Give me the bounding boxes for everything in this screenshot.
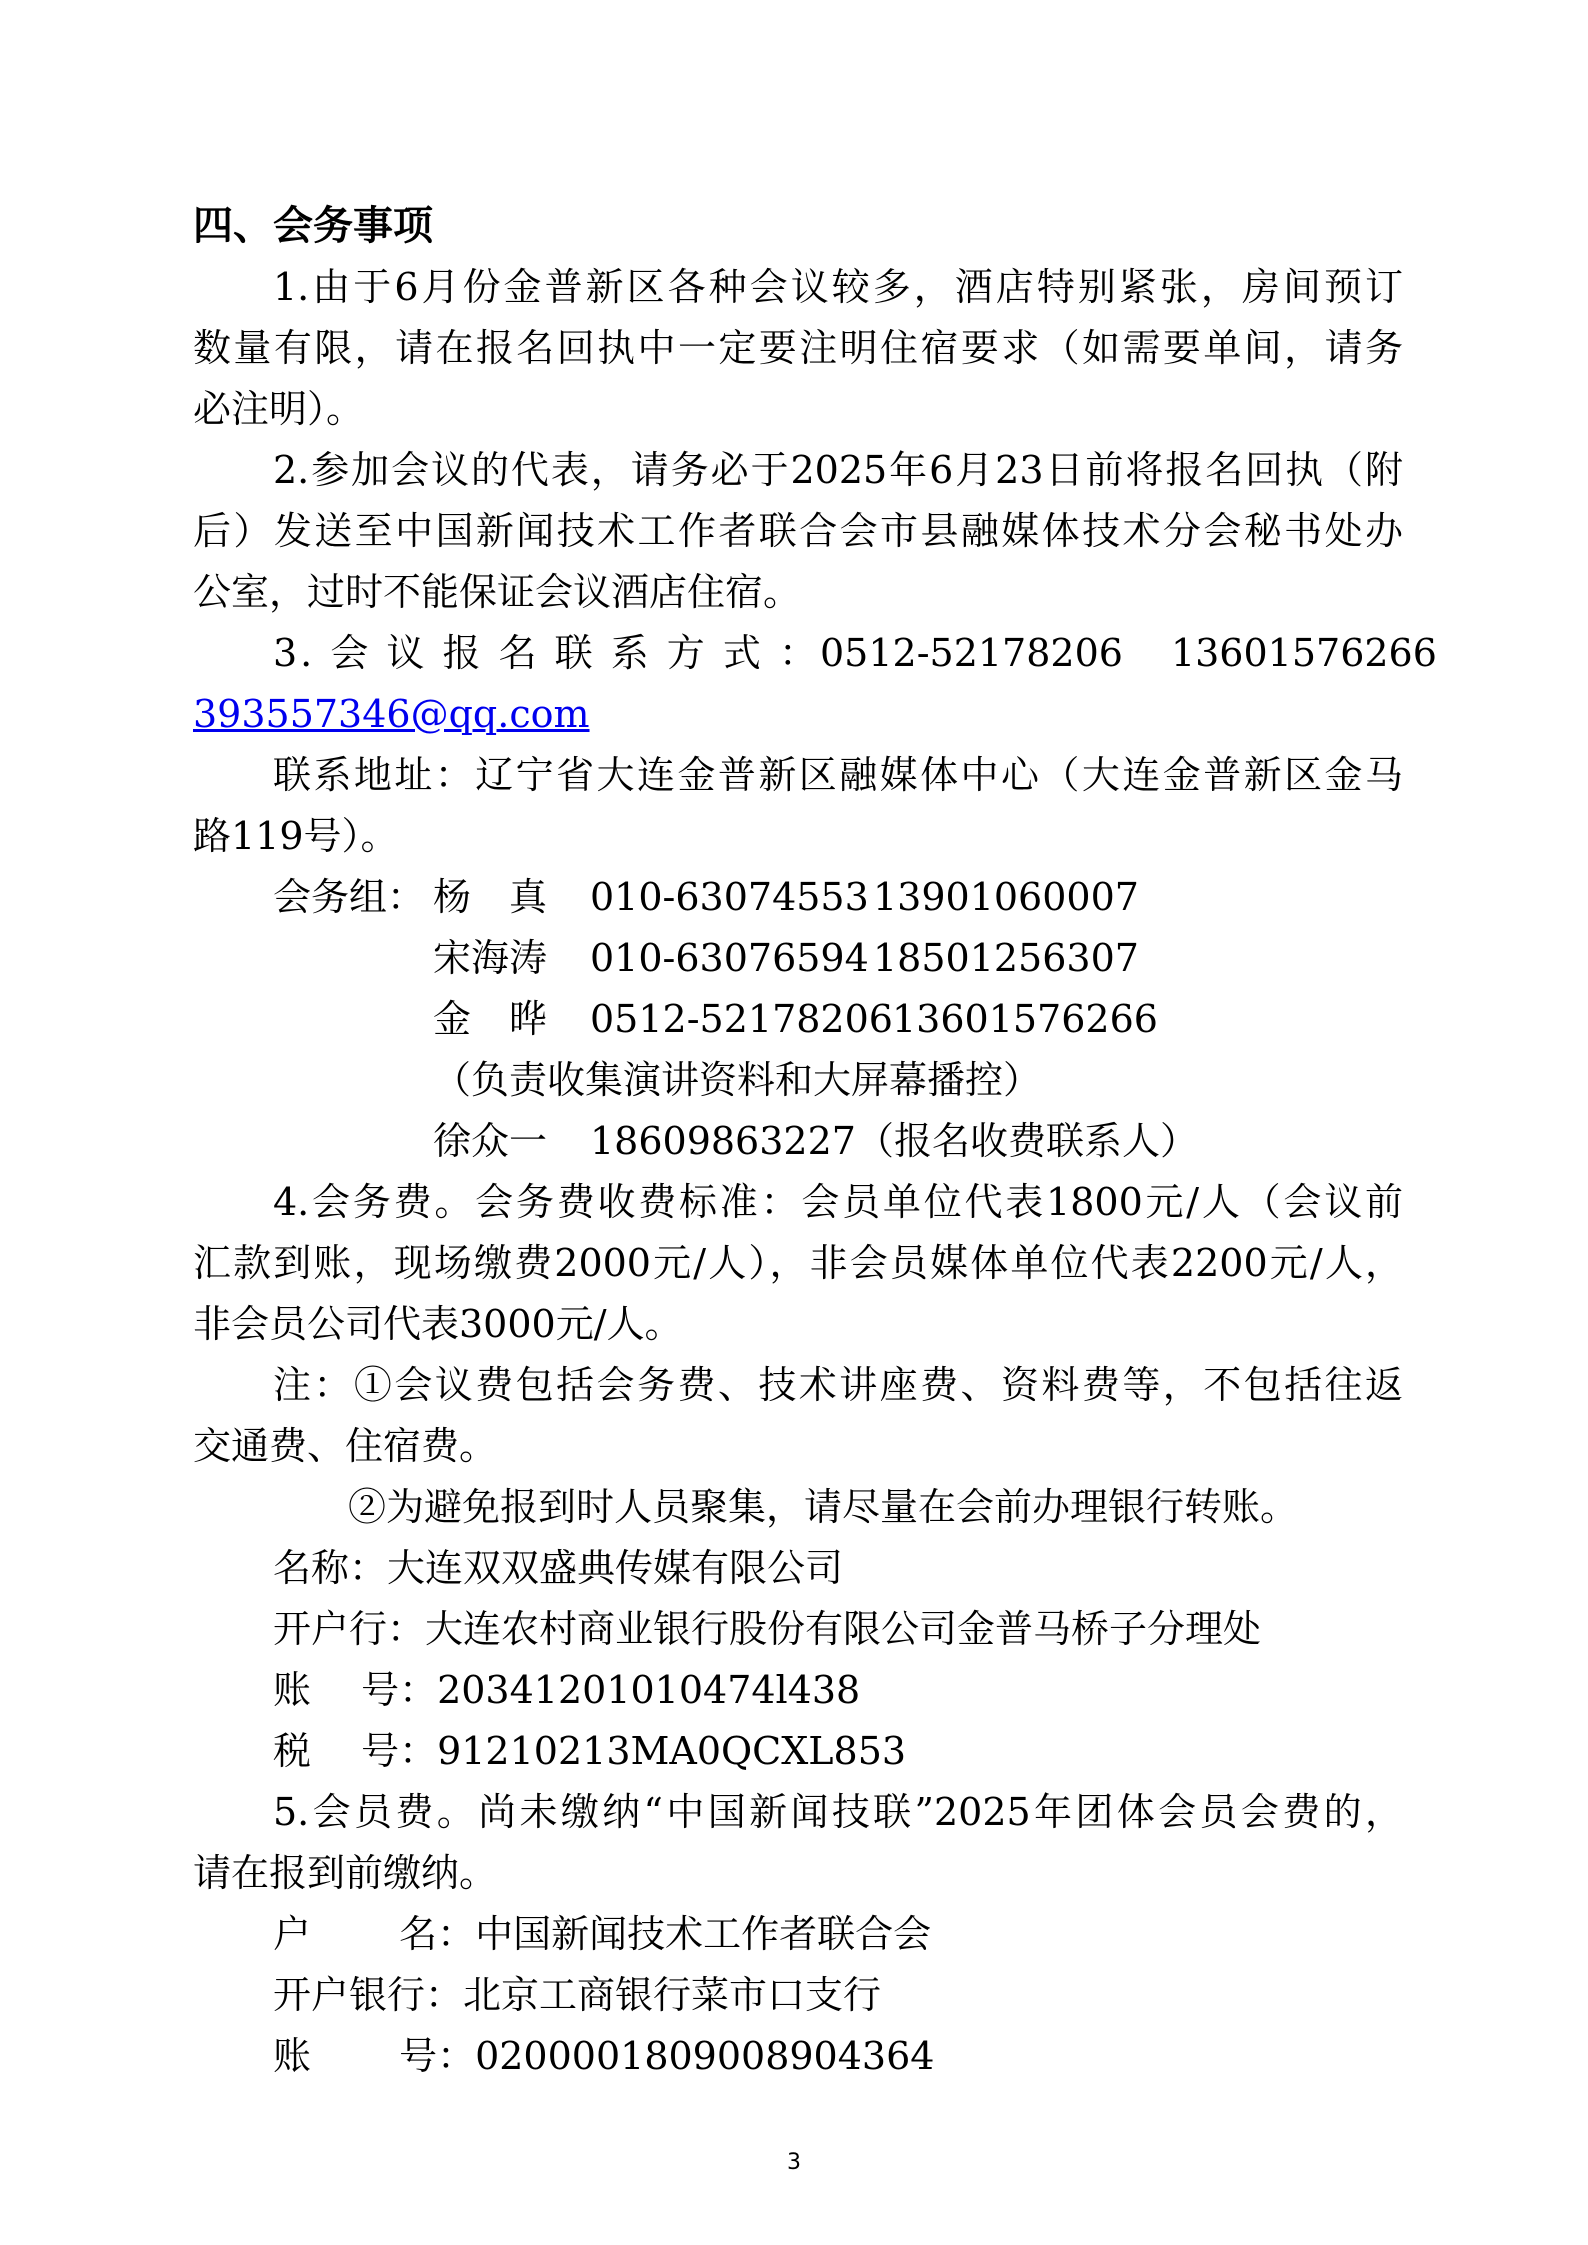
contact-tel: 010-63074553 [590, 875, 869, 919]
item3-contact-line [193, 623, 1437, 684]
contact-name: 宋海涛 [433, 936, 548, 980]
address-line2: 路119号）。 [193, 814, 399, 858]
page-number: 3 [787, 2150, 801, 2175]
contact-mobile: 18609863227（报名收费联系人） [590, 1119, 1198, 1163]
email-link[interactable]: 393557346@qq.com [193, 692, 590, 736]
item3-label: 3. 会 议 报 名 联 系 方 式 ： [273, 631, 820, 675]
account-holder: 户 名：中国新闻技术工作者联合会 [273, 1912, 932, 1956]
contact-name: 金 晔 [433, 997, 548, 1041]
bank-account: 账 号：20341201010474l438 [273, 1668, 861, 1712]
contact-name: 徐众一 [433, 1119, 548, 1163]
contact-mobile: 18501256307 [873, 936, 1139, 980]
item2-line2: 后）发送至中国新闻技术工作者联合会市县融媒体技术分会秘书处办 [193, 509, 1403, 553]
contact-row-2 [193, 928, 1403, 989]
item3-phone2: 13601576266 [1170, 631, 1437, 675]
note1-line2: 交通费、住宿费。 [193, 1424, 498, 1468]
contact-row-1 [193, 867, 1403, 928]
group-label: 会务组： [273, 875, 426, 919]
document-body [193, 196, 1437, 2087]
contact-tel: 0512-52178206 [590, 997, 893, 1041]
holder-account: 账 号：0200001809008904364 [273, 2034, 935, 2078]
item4-line2: 汇款到账，现场缴费2000元/人），非会员媒体单位代表2200元/人， [193, 1241, 1403, 1285]
contact-tel: 010-63076594 [590, 936, 869, 980]
contact-name: 杨 真 [433, 875, 548, 919]
item2-line3: 公室，过时不能保证会议酒店住宿。 [193, 570, 802, 614]
holder-bank: 开户银行：北京工商银行菜市口支行 [273, 1973, 882, 2017]
bank-name: 名称：大连双双盛典传媒有限公司 [273, 1546, 844, 1590]
bank-branch: 开户行：大连农村商业银行股份有限公司金普马桥子分理处 [273, 1607, 1262, 1651]
item1-line2: 数量有限，请在报名回执中一定要注明住宿要求（如需要单间，请务 [193, 326, 1403, 370]
contact-mobile: 13601576266 [892, 997, 1158, 1041]
email-line [193, 684, 1403, 745]
contact-row-3 [193, 989, 1403, 1050]
item1-line3: 必注明）。 [193, 387, 365, 431]
contact-row-4 [193, 1111, 1403, 1172]
contact-mobile: 13901060007 [873, 875, 1139, 919]
section-title: 四、会务事项 [193, 203, 433, 249]
note2: ②为避免报到时人员聚集，请尽量在会前办理银行转账。 [348, 1485, 1299, 1529]
item1-line1: 1.由于6月份金普新区各种会议较多，酒店特别紧张，房间预订 [273, 265, 1403, 309]
item4-line3: 非会员公司代表3000元/人。 [193, 1302, 683, 1346]
address-line1: 联系地址：辽宁省大连金普新区融媒体中心（大连金普新区金马 [273, 753, 1403, 797]
item2-line1: 2.参加会议的代表，请务必于2025年6月23日前将报名回执（附 [273, 448, 1403, 492]
item5-line2: 请在报到前缴纳。 [193, 1851, 498, 1895]
item3-phone1: 0512-52178206 [819, 631, 1123, 675]
tax-id: 税 号：91210213MA0QCXL853 [273, 1729, 907, 1773]
item4-line1: 4.会务费。会务费收费标准：会员单位代表1800元/人（会议前 [273, 1180, 1403, 1224]
note1-line1: 注：①会议费包括会务费、技术讲座费、资料费等，不包括往返 [273, 1363, 1403, 1407]
item5-line1: 5.会员费。尚未缴纳“中国新闻技联”2025年团体会员会费的， [273, 1790, 1403, 1834]
contact3-note: （负责收集演讲资料和大屏幕播控） [433, 1058, 1042, 1102]
